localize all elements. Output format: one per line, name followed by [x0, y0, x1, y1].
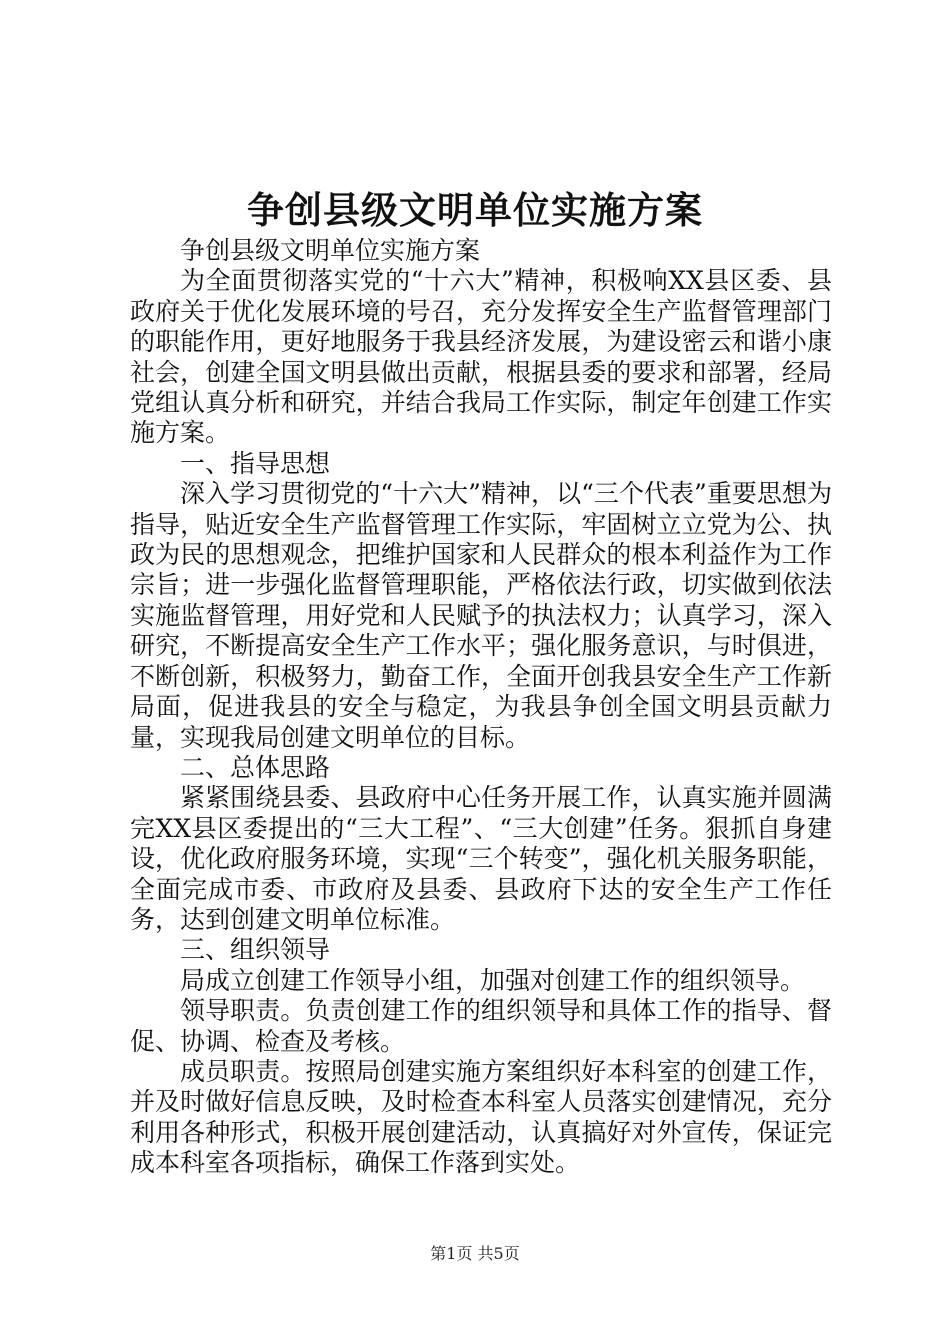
section-heading-guiding-ideology: 一、指导思想 [180, 448, 331, 478]
paragraph-organization: 局成立创建工作领导小组，加强对创建工作的组织领导。 [180, 965, 806, 995]
document-title: 争创县级文明单位实施方案 [247, 188, 703, 232]
paragraph-subtitle: 争创县级文明单位实施方案 [180, 236, 481, 265]
paragraph-member-duties: 成员职责。按照局创建实施方案组织好本科室的创建工作，并及时做好信息反映，及时检查本科室人员落实创建情况，充分利用各种形式，积极开展创建活动，认真搞好对外宣传，保证完成本科室各项指标，确保工作落到实处。 [130, 1056, 832, 1178]
paragraph-guiding-ideology: 深入学习贯彻党的“十六大”精神，以“三个代表”重要思想为指导，贴近安全生产监督管理工作实际，牢固树立立党为公、执政为民的思想观念，把维护国家和人民群众的根本利益作为工作宗旨；进一步强化监督管理职能，严格依法行政，切实做到依法实施监督管理，用好党和人民赋予的执法权力；认真学习，深入研究，不断提高安全生产工作水平；强化服务意识，与时俱进，不断创新，积极努力，勤奋工作，全面开创我县安全生产工作新局面，促进我县的安全与稳定，为我县争创全国文明县贡献力量，实现我局创建文明单位的目标。 [130, 479, 832, 752]
page-number: 第1页 共5页 [430, 1244, 520, 1263]
paragraph-overall-approach: 紧紧围绕县委、县政府中心任务开展工作，认真实施并圆满完XX县区委提出的“三大工程”、“三大创建”任务。狠抓自身建设，优化政府服务环境，实现“三个转变”，强化机关服务职能，全面完成市委、市政府及县委、县政府下达的安全生产工作任务，达到创建文明单位标准。 [130, 783, 832, 934]
section-heading-overall-approach: 二、总体思路 [180, 752, 331, 782]
document-body [130, 236, 832, 1179]
section-heading-organization: 三、组织领导 [180, 935, 331, 965]
paragraph-leader-duties: 领导职责。负责创建工作的组织领导和具体工作的指导、督促、协调、检查及考核。 [130, 996, 832, 1056]
paragraph-intro: 为全面贯彻落实党的“十六大”精神，积极响XX县区委、县政府关于优化发展环境的号召，充分发挥安全生产监督管理部门的职能作用，更好地服务于我县经济发展，为建设密云和谐小康社会，创建全国文明县做出贡献，根据县委的要求和部署，经局党组认真分析和研究，并结合我局工作实际，制定年创建工作实施方案。 [130, 266, 832, 448]
